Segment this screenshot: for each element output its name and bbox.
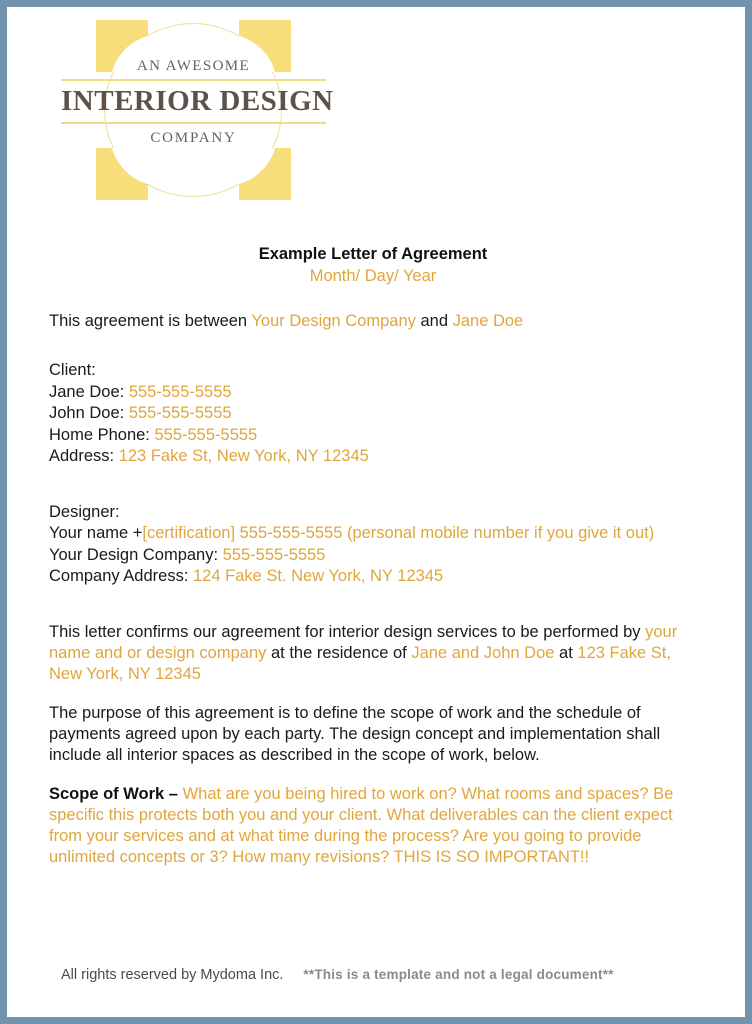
intro-joiner: and	[415, 312, 453, 330]
client-row-address	[49, 446, 697, 468]
client-row-john-label: John Doe:	[49, 404, 129, 422]
spacer-client-designer	[49, 468, 697, 502]
designer-address-label: Company Address:	[49, 567, 193, 585]
client-row-home-phone-value: 555-555-5555	[154, 425, 258, 444]
client-row-address-label: Address:	[49, 447, 119, 465]
scope-of-work-paragraph	[49, 784, 697, 868]
confirm-part1: This letter confirms our agreement for interior design services to be performed by	[49, 622, 646, 641]
designer-name-label: Your name +	[49, 524, 143, 542]
letter-date: Month/ Day/ Year	[309, 267, 437, 285]
client-row-home-phone	[49, 425, 697, 447]
intro-company: Your Design Company	[251, 312, 416, 330]
intro-prefix: This agreement is between	[49, 312, 252, 330]
logo-main-line: INTERIOR DESIGN	[61, 85, 334, 117]
spacer-designer-confirm	[49, 588, 697, 622]
footer-disclaimer: **This is a template and not a legal document**	[303, 967, 614, 982]
confirm-highlight-address: 123 Fake St, New York, NY 12345	[49, 643, 671, 683]
designer-heading: Designer:	[49, 502, 120, 521]
designer-row-address	[49, 566, 697, 588]
page-footer	[7, 967, 745, 983]
confirm-part3: at	[554, 643, 578, 662]
client-row-john-value: 555-555-5555	[128, 404, 232, 422]
client-row-jane-value: 555-555-5555	[128, 382, 232, 401]
confirm-highlight-client: Jane and John Doe	[411, 643, 555, 662]
designer-row-company	[49, 545, 697, 567]
confirm-part2: at the residence of	[266, 643, 412, 662]
designer-name-value: [certification] 555-555-5555 (personal mobile number if you give it out)	[142, 524, 655, 542]
company-logo	[61, 20, 334, 200]
scope-of-work-body: What are you being hired to work on? What rooms and spaces? Be specific this protects both you and your client. What deliverables can the client expect from your services and at what time during the process? Are you going to provide unlimited concepts or 3? How many revisions? THIS IS SO IMPORTANT!!	[49, 784, 674, 866]
intro-paragraph	[49, 311, 697, 332]
client-row-jane-label: Jane Doe:	[49, 382, 129, 401]
letter-body	[49, 243, 697, 886]
client-row-john	[49, 403, 697, 425]
client-section	[49, 360, 697, 468]
intro-client: Jane Doe	[452, 312, 524, 330]
spacer-intro	[49, 348, 697, 360]
confirm-highlight-company: your name and or design company	[49, 622, 678, 662]
logo-corner-bottom-left	[96, 148, 148, 200]
logo-corner-bottom-right	[239, 148, 291, 200]
client-row-home-phone-label: Home Phone:	[49, 425, 155, 444]
client-row-address-value: 123 Fake St, New York, NY 12345	[118, 447, 369, 465]
client-row-jane	[49, 382, 697, 404]
confirmation-paragraph	[49, 622, 697, 685]
logo-text-group	[61, 56, 334, 149]
logo-bottom-line: COMPANY	[150, 130, 237, 146]
scope-of-work-dash: –	[164, 784, 183, 803]
designer-address-value: 124 Fake St. New York, NY 12345	[193, 567, 444, 585]
designer-section	[49, 502, 697, 588]
purpose-paragraph: The purpose of this agreement is to define the scope of work and the schedule of payments agreed upon by each party. The design concept and implementation shall include all interior spaces as described in the scope of work, below.	[49, 703, 661, 764]
logo-top-line: AN AWESOME	[136, 58, 251, 74]
logo-rule-upper	[61, 79, 326, 81]
designer-company-value: 555-555-5555	[222, 545, 326, 564]
client-heading: Client:	[49, 361, 96, 379]
footer-copyright: All rights reserved by Mydoma Inc.	[61, 967, 284, 983]
scope-of-work-label: Scope of Work	[49, 784, 165, 803]
designer-company-label: Your Design Company:	[49, 545, 223, 564]
designer-row-name	[49, 523, 697, 545]
logo-rule-lower	[61, 122, 326, 124]
letter-title: Example Letter of Agreement	[258, 245, 488, 263]
